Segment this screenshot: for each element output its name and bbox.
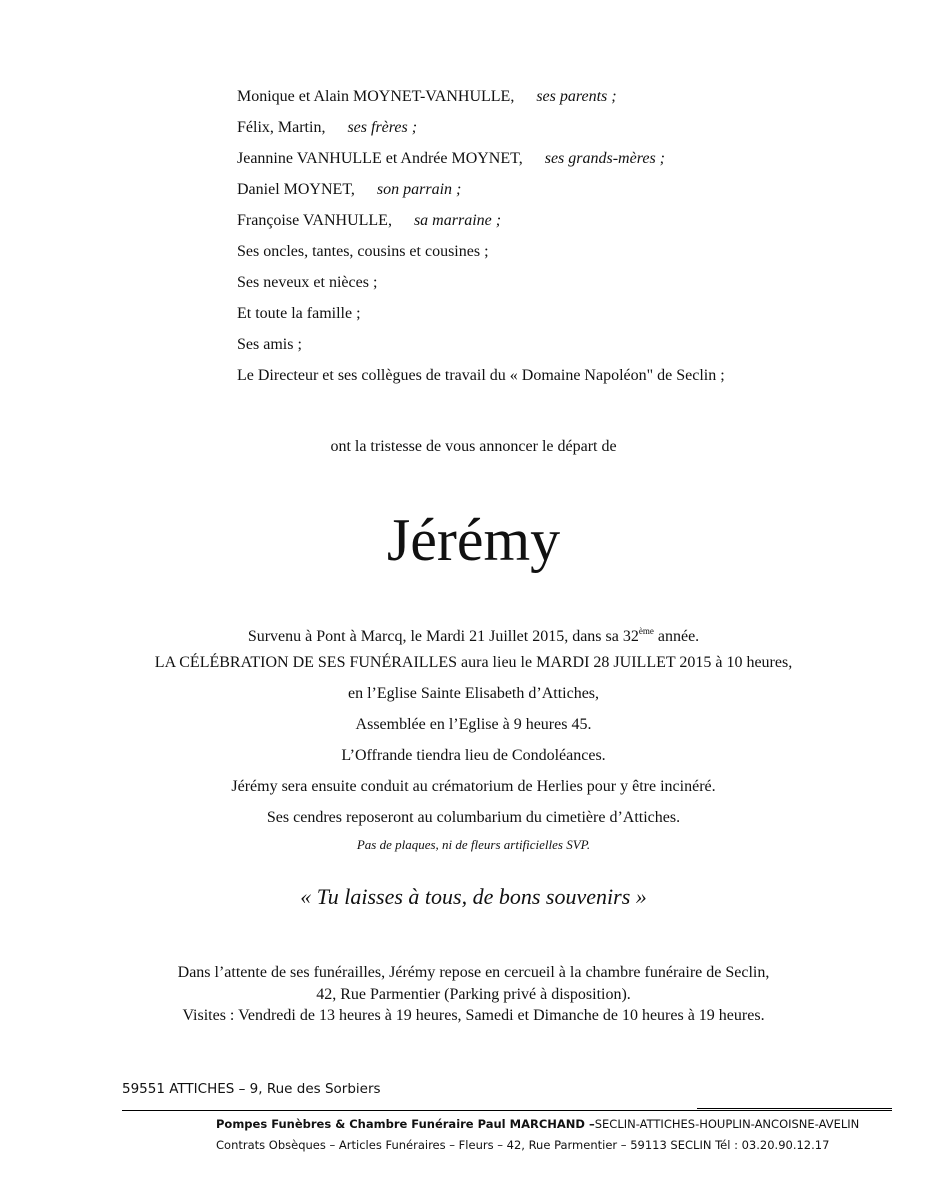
- ceremony-line: LA CÉLÉBRATION DE SES FUNÉRAILLES aura lieu le MARDI 28 JUILLET 2015 à 10 heures,: [154, 654, 793, 671]
- family-line: [237, 301, 725, 332]
- deceased-name: Jérémy: [386, 507, 561, 573]
- family-address: 59551 ATTICHES – 9, Rue des Sorbiers: [122, 1081, 381, 1097]
- family-name: Monique et Alain MOYNET-VANHULLE,: [237, 88, 515, 105]
- family-name: Jeannine VANHULLE et Andrée MOYNET,: [237, 150, 523, 167]
- family-line: [237, 363, 725, 394]
- visits-line: Visites : Vendredi de 13 heures à 19 heures, Samedi et Dimanche de 10 heures à 19 heures.: [182, 1007, 765, 1024]
- announcement: ont la tristesse de vous annoncer le départ de: [330, 438, 617, 455]
- family-name: Françoise VANHULLE,: [237, 212, 392, 229]
- family-name: Daniel MOYNET,: [237, 181, 355, 198]
- family-name: Le Directeur et ses collègues de travail du « Domaine Napoléon" de Seclin ;: [237, 367, 725, 384]
- memorial-quote: « Tu laisses à tous, de bons souvenirs »: [300, 884, 647, 909]
- family-list: [237, 84, 725, 394]
- divider: [122, 1110, 892, 1111]
- family-name: Félix, Martin,: [237, 119, 326, 136]
- death-date-end: année.: [653, 628, 700, 645]
- family-line: [237, 332, 725, 363]
- family-role: son parrain ;: [376, 181, 462, 198]
- family-line: [237, 146, 725, 177]
- assembly-line: Assemblée en l’Eglise à 9 heures 45.: [355, 716, 592, 733]
- family-line: [237, 208, 725, 239]
- family-name: Ses neveux et nièces ;: [237, 274, 378, 291]
- offering-line: L’Offrande tiendra lieu de Condoléances.: [341, 747, 606, 764]
- family-line: [237, 115, 725, 146]
- family-role: ses frères ;: [347, 119, 418, 136]
- family-role: sa marraine ;: [413, 212, 502, 229]
- divider-short: [697, 1108, 892, 1109]
- company-towns: SECLIN-ATTICHES-HOUPLIN-ANCOISNE-AVELIN: [594, 1117, 860, 1131]
- visits-line: Dans l’attente de ses funérailles, Jérémy repose en cercueil à la chambre funéraire de Seclin,: [177, 964, 770, 981]
- family-name: Et toute la famille ;: [237, 305, 361, 322]
- family-line: [237, 270, 725, 301]
- church-line: en l’Eglise Sainte Elisabeth d’Attiches,: [347, 685, 600, 702]
- family-line: [237, 84, 725, 115]
- family-line: [237, 239, 725, 270]
- family-role: ses parents ;: [536, 88, 617, 105]
- ordinal-suffix: ème: [638, 626, 654, 636]
- footer-company: [216, 1117, 859, 1131]
- family-name: Ses amis ;: [237, 336, 302, 353]
- funeral-details: [0, 618, 947, 863]
- visits-line: 42, Rue Parmentier (Parking privé à disposition).: [316, 985, 631, 1003]
- family-line: [237, 177, 725, 208]
- family-name: Ses oncles, tantes, cousins et cousines ;: [237, 243, 489, 260]
- ashes-line: Ses cendres reposeront au columbarium du cimetière d’Attiches.: [266, 809, 681, 826]
- flowers-note: Pas de plaques, ni de fleurs artificielles SVP.: [356, 837, 591, 852]
- visits-info: [0, 962, 947, 1027]
- footer-services: Contrats Obsèques – Articles Funéraires – Fleurs – 42, Rue Parmentier – 59113 SECLIN Tél : 03.20.90.12.17: [216, 1138, 830, 1152]
- death-date-text: Survenu à Pont à Marcq, le Mardi 21 Juillet 2015, dans sa 32: [247, 628, 639, 645]
- family-role: ses grands-mères ;: [544, 150, 665, 167]
- company-name: Pompes Funèbres & Chambre Funéraire Paul MARCHAND –: [216, 1117, 595, 1131]
- death-date: [0, 618, 947, 649]
- crematorium-line: Jérémy sera ensuite conduit au crématorium de Herlies pour y être incinéré.: [231, 778, 716, 795]
